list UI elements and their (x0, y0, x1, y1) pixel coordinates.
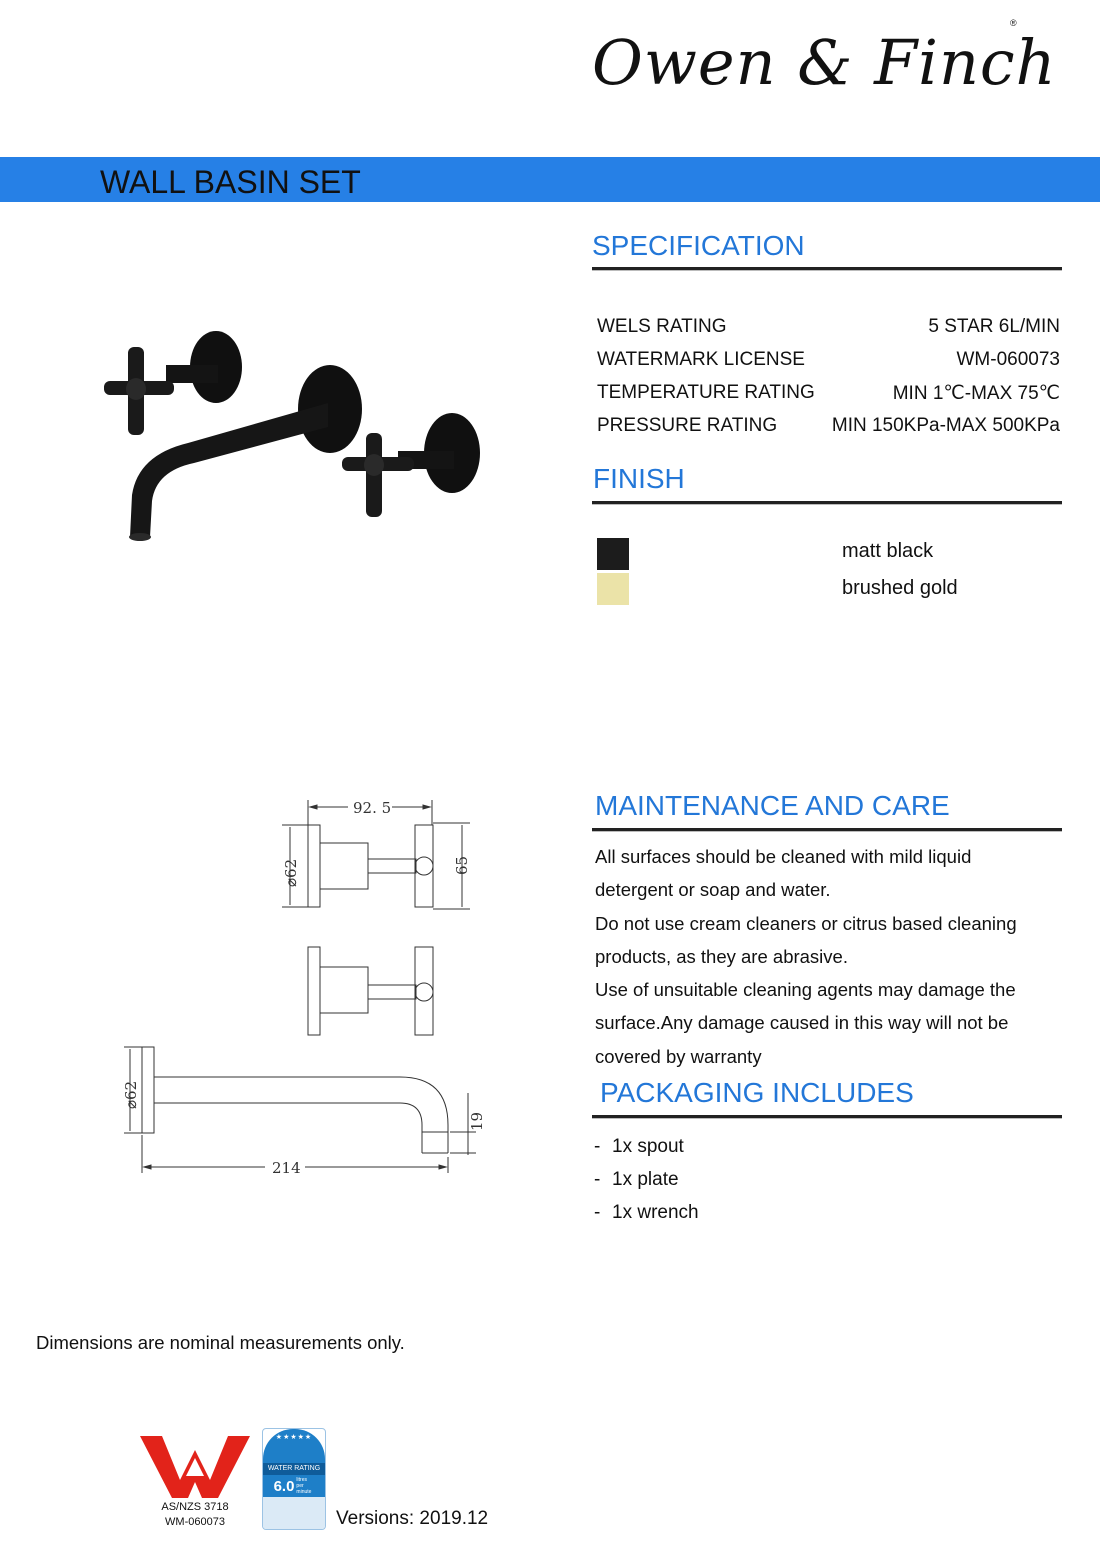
technical-drawing (110, 795, 490, 1180)
spec-value: MIN 1℃-MAX 75℃ (892, 382, 1060, 404)
product-image (98, 325, 488, 545)
packaging-item: - 1x plate (594, 1169, 679, 1190)
spout-side-view (124, 1047, 476, 1173)
handle-side-view (308, 947, 433, 1035)
finish-heading: FINISH (593, 463, 685, 494)
specification-rule (592, 267, 1062, 271)
wels-heading: WATER RATING (263, 1463, 325, 1475)
dim-handle-height: 65 (453, 855, 471, 875)
packaging-rule (592, 1115, 1062, 1119)
maintenance-line: Do not use cream cleaners or citrus based cleaning (595, 912, 1017, 934)
version-text: Versions: 2019.12 (336, 1508, 489, 1529)
maintenance-line: surface.Any damage caused in this way will not be (595, 1012, 1009, 1034)
finish-option-matt-black: matt black (842, 540, 934, 562)
spec-value: WM-060073 (956, 349, 1060, 370)
packaging-item: - 1x spout (594, 1136, 684, 1157)
watermark-caption (140, 1500, 250, 1530)
spec-label: TEMPERATURE RATING (597, 382, 815, 403)
maintenance-line: All surfaces should be cleaned with mild liquid (595, 846, 972, 867)
page-title: WALL BASIN SET (100, 164, 361, 200)
left-tap-handle (104, 331, 242, 435)
wels-value: 6.0 (273, 1477, 295, 1495)
spec-row-pressure (597, 411, 1060, 441)
maintenance-rule (592, 828, 1062, 832)
finish-rule (592, 501, 1062, 505)
registered-mark: ® (1010, 18, 1017, 28)
spec-label: PRESSURE RATING (597, 415, 778, 436)
spec-row-watermark (597, 345, 1060, 375)
dimensions-footnote: Dimensions are nominal measurements only. (36, 1332, 405, 1353)
swatch-matt-black (597, 538, 629, 570)
maintenance-heading: MAINTENANCE AND CARE (595, 790, 950, 821)
wels-unit: litres per minute (296, 1477, 312, 1495)
right-tap-handle (342, 413, 480, 517)
specification-heading: SPECIFICATION (592, 230, 805, 261)
dim-handle-plate-diameter: ⌀62 (282, 858, 300, 887)
packaging-item: - 1x wrench (594, 1202, 699, 1223)
dim-spout-plate-diameter: ⌀62 (122, 1080, 140, 1109)
spec-row-temperature (597, 378, 1060, 408)
spec-value: 5 STAR 6L/MIN (928, 316, 1060, 337)
packaging-heading: PACKAGING INCLUDES (600, 1077, 914, 1108)
maintenance-line: products, as they are abrasive. (595, 945, 848, 967)
maintenance-line: Use of unsuitable cleaning agents may damage the (595, 979, 1016, 1001)
dim-spout-drop: 19 (468, 1111, 486, 1131)
watermark-license: WM-060073 (165, 1516, 225, 1528)
watermark-standard: AS/NZS 3718 (161, 1501, 229, 1513)
dim-spout-length: 214 (272, 1159, 301, 1177)
wels-rating-label (262, 1428, 326, 1530)
dim-handle-width: 92. 5 (353, 799, 392, 817)
watermark-logo-icon (140, 1432, 250, 1500)
finish-option-brushed-gold: brushed gold (842, 577, 958, 599)
maintenance-text (595, 840, 1065, 1073)
swatch-brushed-gold (597, 573, 629, 605)
wels-label-footer (263, 1497, 325, 1530)
brand-name: Owen & Finch (592, 26, 1057, 99)
brand-logo (592, 18, 1057, 128)
title-bar (0, 157, 1100, 202)
maintenance-line: detergent or soap and water. (595, 879, 831, 901)
spec-value: MIN 150KPa-MAX 500KPa (831, 415, 1060, 436)
wels-stars-icon: ★★★★★ (263, 1429, 325, 1463)
maintenance-line: covered by warranty (595, 1045, 762, 1067)
spec-label: WELS RATING (597, 316, 727, 337)
spec-label: WATERMARK LICENSE (597, 349, 805, 370)
spec-row-wels (597, 312, 1060, 342)
